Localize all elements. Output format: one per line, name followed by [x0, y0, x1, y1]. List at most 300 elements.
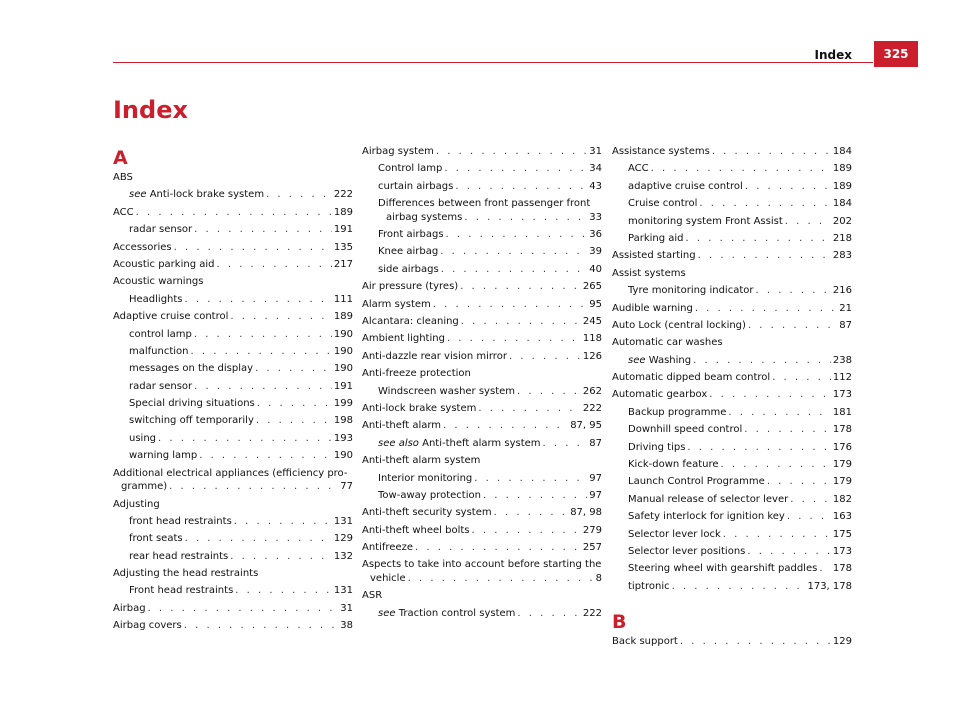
entry-label: adaptive cruise control [628, 180, 743, 192]
index-entry [612, 635, 852, 648]
entry-text [628, 162, 649, 175]
dot-leader [744, 423, 831, 436]
page-reference: 129 [832, 635, 852, 647]
entry-label: Airbag covers [113, 620, 182, 632]
dot-leader [695, 302, 837, 315]
dot-leader [709, 388, 831, 401]
index-entry-line [362, 558, 602, 571]
dot-leader [460, 280, 581, 293]
entry-label: Front airbags [378, 229, 444, 241]
entry-text [121, 480, 167, 493]
dot-leader [790, 493, 831, 506]
entry-label: Anti-theft security system [362, 507, 492, 519]
entry-label: airbag systems [386, 211, 463, 223]
entry-text [362, 419, 441, 432]
entry-label: Anti-lock brake system [149, 189, 265, 201]
index-entry [362, 350, 602, 363]
entry-text [113, 172, 133, 183]
page-reference: 33 [589, 211, 602, 223]
dot-leader [148, 602, 339, 615]
index-subentry [612, 441, 852, 454]
index-subentry [113, 515, 353, 528]
entry-label: Manual release of selector lever [628, 493, 789, 505]
index-subentry [612, 545, 852, 558]
index-entry [113, 258, 353, 271]
index-subentry [113, 345, 353, 358]
entry-text [129, 397, 255, 410]
dot-leader [185, 532, 332, 545]
entry-label: warning lamp [129, 450, 198, 462]
entry-text [378, 263, 439, 276]
entry-text [113, 258, 214, 271]
page-reference: 178 [832, 563, 852, 575]
index-subentry [113, 188, 353, 201]
entry-label: Assistance systems [612, 146, 710, 157]
index-entry [362, 506, 602, 519]
dot-leader [464, 211, 587, 224]
dot-leader [517, 607, 580, 620]
index-entry [362, 280, 602, 293]
dot-leader [767, 475, 831, 488]
entry-label: Accessories [113, 241, 172, 253]
page-reference: 31 [589, 146, 602, 157]
dot-leader [723, 528, 831, 541]
page-reference: 283 [832, 250, 852, 262]
entry-text [362, 455, 480, 466]
entry-label: Interior monitoring [378, 472, 473, 484]
see-reference: see [628, 354, 646, 366]
page-reference: 77 [340, 481, 353, 493]
entry-text [378, 245, 438, 258]
entry-label: ACC [628, 163, 649, 175]
entry-text [362, 280, 458, 293]
entry-text [628, 562, 817, 575]
index-subentry [362, 607, 602, 620]
entry-label: ACC [113, 206, 134, 218]
index-entry [362, 332, 602, 345]
index-subentry [113, 550, 353, 563]
dot-leader [433, 298, 588, 311]
entry-text [612, 388, 707, 401]
entry-text [378, 385, 515, 398]
entry-label: control lamp [129, 328, 192, 340]
dot-leader [755, 284, 830, 297]
entry-text [628, 423, 742, 436]
entry-label: Special driving situations [129, 398, 255, 410]
index-entry [362, 589, 602, 602]
page-reference: 173 [832, 545, 852, 557]
entry-text [386, 211, 462, 224]
index-subentry [362, 245, 602, 258]
page-reference: 193 [333, 432, 353, 444]
dot-leader [721, 458, 831, 471]
index-subentry [362, 162, 602, 175]
index-subentry [612, 197, 852, 210]
index-subentry [362, 180, 602, 193]
dot-leader [199, 449, 332, 462]
page-reference: 179 [832, 459, 852, 471]
index-entry [113, 171, 353, 184]
index-entry [362, 402, 602, 415]
dot-leader [517, 385, 581, 398]
index-entry [612, 302, 852, 315]
index-subentry [113, 328, 353, 341]
entry-label: Headlights [129, 293, 183, 305]
index-subentry [362, 228, 602, 241]
dot-leader [230, 550, 332, 563]
header-rule [113, 62, 873, 63]
index-subentry [612, 528, 852, 541]
entry-label: messages on the display [129, 363, 254, 375]
entry-text [113, 206, 134, 219]
entry-text [628, 510, 785, 523]
entry-label: Alarm system [362, 298, 431, 310]
entry-text [113, 568, 258, 579]
index-entry [612, 267, 852, 280]
dot-leader [787, 510, 831, 523]
page-reference: 118 [582, 333, 602, 345]
dot-leader [494, 506, 569, 519]
page-reference: 97 [589, 489, 602, 501]
index-entry [362, 524, 602, 537]
dot-leader [184, 619, 339, 632]
entry-text [628, 493, 788, 506]
dot-leader [509, 350, 581, 363]
entry-label: Anti-theft alarm system [422, 437, 541, 449]
entry-text [129, 223, 192, 236]
page-reference: 190 [333, 363, 353, 375]
entry-text [628, 441, 685, 454]
entry-text [378, 489, 481, 502]
page-reference: 190 [333, 328, 353, 340]
dot-leader [194, 223, 332, 236]
entry-label: rear head restraints [129, 550, 229, 562]
entry-label: Adjusting [113, 498, 160, 510]
index-subentry [113, 293, 353, 306]
entry-text [113, 499, 160, 510]
entry-text [129, 328, 192, 341]
page-reference: 173 [832, 389, 852, 401]
entry-label: Steering wheel with gearshift paddles [628, 563, 818, 575]
page-reference: 279 [582, 524, 602, 536]
page-reference: 179 [832, 476, 852, 488]
entry-label: front head restraints [129, 515, 232, 527]
index-subentry [362, 437, 602, 450]
index-subentry [113, 362, 353, 375]
index-subentry [612, 580, 852, 593]
page-title: Index [113, 96, 188, 124]
page-reference: 131 [333, 515, 353, 527]
entry-text [628, 545, 745, 558]
entry-text [612, 268, 686, 279]
page-reference: 97 [589, 472, 602, 484]
dot-leader [441, 263, 588, 276]
page-reference: 262 [582, 385, 602, 397]
index-subentry [612, 215, 852, 228]
entry-text [378, 607, 515, 620]
entry-label: malfunction [129, 345, 189, 357]
dot-leader [748, 319, 837, 332]
entry-text [628, 232, 684, 245]
dot-leader [191, 345, 332, 358]
entry-text [612, 249, 696, 262]
dot-leader [543, 437, 588, 450]
entry-label: front seats [129, 533, 183, 545]
entry-text [113, 602, 146, 615]
entry-text [628, 406, 726, 419]
index-entry [113, 567, 353, 580]
index-entry [612, 145, 852, 158]
entry-label: Acoustic parking aid [113, 258, 215, 270]
index-subentry [612, 354, 852, 367]
page-reference: 199 [333, 398, 353, 410]
dot-leader [266, 188, 332, 201]
page-reference: 191 [333, 380, 353, 392]
dot-leader [819, 562, 831, 575]
entry-label: Front head restraints [129, 585, 234, 597]
page-reference: 178 [832, 424, 852, 436]
entry-label: ASR [362, 590, 383, 602]
page-reference: 112 [832, 372, 852, 384]
page-reference: 126 [582, 350, 602, 362]
entry-text [362, 368, 471, 379]
dot-leader [443, 419, 568, 432]
dot-leader [136, 206, 332, 219]
page-reference: 190 [333, 345, 353, 357]
index-subentry [612, 232, 852, 245]
entry-label: Backup programme [628, 406, 727, 418]
entry-label: Airbag [113, 602, 146, 614]
index-subentry [612, 423, 852, 436]
entry-text [113, 310, 228, 323]
entry-text [378, 437, 541, 450]
page-reference: 190 [333, 450, 353, 462]
entry-label: Anti-dazzle rear vision mirror [362, 350, 507, 362]
page-reference: 222 [333, 189, 353, 201]
entry-text [628, 284, 753, 297]
index-entry-line [113, 480, 353, 493]
entry-label: Tyre monitoring indicator [628, 285, 754, 297]
index-column-1 [113, 145, 353, 637]
page-reference: 31 [340, 602, 353, 614]
entry-label: Tow-away protection [378, 489, 481, 501]
entry-text [628, 475, 765, 488]
page-reference: 21 [839, 302, 852, 314]
dot-leader [474, 472, 587, 485]
entry-text [129, 188, 264, 201]
page-reference: 245 [582, 316, 602, 328]
index-entry [113, 241, 353, 254]
entry-label: side airbags [378, 263, 439, 275]
entry-label: monitoring system Front Assist [628, 215, 783, 227]
entry-label: Alcantara: cleaning [362, 316, 459, 328]
entry-text [113, 468, 347, 479]
entry-label: Antifreeze [362, 542, 413, 554]
page-reference: 111 [333, 293, 353, 305]
index-entry [362, 367, 602, 380]
dot-leader [699, 197, 830, 210]
entry-label: using [129, 432, 157, 444]
index-entry [362, 541, 602, 554]
index-entry [113, 619, 353, 632]
entry-label: Control lamp [378, 163, 443, 175]
index-entry [612, 388, 852, 401]
index-subentry [113, 432, 353, 445]
section-letter: A [113, 147, 128, 169]
entry-label: gramme) [121, 481, 168, 493]
section-letter: B [612, 610, 627, 633]
entry-text [628, 354, 691, 367]
entry-label: Back support [612, 635, 678, 647]
index-column-3 [612, 145, 852, 652]
index-subentry [113, 584, 353, 597]
entry-label: radar sensor [129, 224, 193, 236]
index-entry-line [362, 211, 602, 224]
index-entry [113, 206, 353, 219]
page-reference: 34 [589, 163, 602, 175]
index-subentry [612, 510, 852, 523]
entry-text [612, 635, 678, 648]
index-entry-line [362, 197, 602, 210]
entry-text [628, 580, 670, 593]
dot-leader [257, 397, 332, 410]
index-entry-line [362, 572, 602, 585]
index-entry [113, 602, 353, 615]
entry-text [628, 197, 697, 210]
dot-leader [436, 145, 587, 158]
page-reference: 36 [589, 229, 602, 241]
dot-leader [174, 241, 332, 254]
entry-label: Assist systems [612, 267, 686, 279]
dot-leader [194, 328, 332, 341]
index-subentry [612, 406, 852, 419]
page-reference: 184 [832, 198, 852, 210]
entry-text [129, 449, 197, 462]
dot-leader [693, 354, 831, 367]
entry-label: Driving tips [628, 441, 686, 453]
page-reference: 222 [582, 402, 602, 414]
index-column-2 [362, 145, 602, 624]
dot-leader [785, 215, 831, 228]
entry-label: Adjusting the head restraints [113, 568, 259, 580]
index-entry [113, 498, 353, 511]
entry-label: Airbag system [362, 146, 434, 157]
dot-leader [444, 162, 587, 175]
entry-text [378, 180, 453, 193]
dot-leader [169, 480, 338, 493]
entry-label: Anti-lock brake system [362, 402, 477, 414]
index-entry [113, 310, 353, 323]
entry-text [612, 302, 693, 315]
index-subentry [113, 414, 353, 427]
page-reference: 265 [582, 281, 602, 293]
entry-label: Air pressure (tyres) [362, 281, 459, 293]
entry-text [129, 584, 233, 597]
entry-label: Adaptive cruise control [113, 311, 229, 323]
index-subentry [612, 180, 852, 193]
entry-text [362, 350, 507, 363]
entry-label: Acoustic warnings [113, 276, 204, 288]
page-reference: 189 [333, 311, 353, 323]
entry-label: Kick-down feature [628, 459, 719, 471]
entry-text [628, 215, 783, 228]
page-reference: 184 [832, 146, 852, 157]
entry-text [113, 276, 203, 287]
entry-text [129, 532, 183, 545]
dot-leader [230, 310, 332, 323]
dot-leader [651, 162, 831, 175]
index-entry [362, 419, 602, 432]
page-reference: 189 [832, 180, 852, 192]
entry-label: Assisted starting [612, 250, 696, 262]
index-subentry [113, 397, 353, 410]
entry-text [370, 572, 406, 585]
page-reference: 198 [333, 415, 353, 427]
dot-leader [158, 432, 332, 445]
index-subentry [612, 562, 852, 575]
dot-leader [698, 249, 831, 262]
entry-text [378, 198, 590, 209]
index-entry [362, 454, 602, 467]
page-reference: 218 [832, 232, 852, 244]
entry-label: Anti-theft alarm [362, 420, 442, 432]
entry-label: Traction control system [398, 607, 516, 619]
dot-leader [686, 232, 831, 245]
page-reference: 202 [832, 215, 852, 227]
entry-label: Automatic dipped beam control [612, 372, 771, 384]
entry-label: Selector lever lock [628, 528, 721, 540]
index-subentry [612, 493, 852, 506]
index-subentry [113, 532, 353, 545]
index-subentry [362, 472, 602, 485]
page-reference: 175 [832, 528, 852, 540]
dot-leader [235, 584, 332, 597]
page-reference: 38 [340, 620, 353, 632]
entry-label: Auto Lock (central locking) [612, 319, 746, 331]
dot-leader [478, 402, 581, 415]
entry-text [129, 515, 232, 528]
page-reference: 189 [832, 163, 852, 175]
entry-text [362, 541, 413, 554]
dot-leader [712, 145, 831, 158]
page-reference: 257 [582, 542, 602, 554]
index-subentry [612, 162, 852, 175]
page-reference: 217 [333, 258, 353, 270]
dot-leader [415, 541, 581, 554]
running-header-title: Index [814, 48, 852, 62]
entry-text [362, 506, 492, 519]
page-reference: 176 [832, 441, 852, 453]
entry-label: Ambient lighting [362, 333, 445, 345]
entry-text [362, 590, 382, 601]
entry-text [612, 319, 746, 332]
entry-text [362, 315, 459, 328]
entry-text [362, 145, 434, 158]
page-reference: 216 [832, 285, 852, 297]
entry-text [612, 145, 710, 158]
index-entry [612, 319, 852, 332]
see-reference: see also [378, 437, 419, 449]
entry-label: Anti-theft wheel bolts [362, 524, 470, 536]
index-entry [612, 371, 852, 384]
entry-text [628, 458, 719, 471]
page-number: 325 [874, 41, 918, 67]
entry-label: switching off temporarily [129, 415, 254, 427]
entry-text [378, 162, 442, 175]
entry-label: radar sensor [129, 380, 193, 392]
entry-label: Automatic gearbox [612, 389, 708, 401]
dot-leader [747, 545, 831, 558]
